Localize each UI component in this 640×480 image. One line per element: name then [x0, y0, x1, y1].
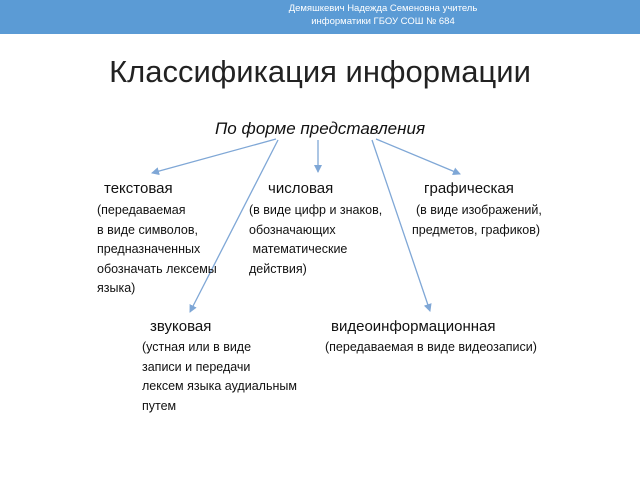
category-sound-name: звуковая	[150, 318, 212, 335]
category-video-name: видеоинформационная	[331, 318, 496, 335]
author-line-2: информатики ГБОУ СОШ № 684	[311, 16, 455, 27]
arrow-to-graphic	[376, 139, 460, 174]
category-video-desc: (передаваемая в виде видеозаписи)	[325, 340, 537, 354]
category-sound-desc: (устная или в виде записи и передачи лексем языка аудиальным путем	[142, 340, 297, 413]
author-line-1: Демяшкевич Надежда Семеновна учитель	[288, 3, 478, 14]
arrow-to-text	[152, 139, 276, 173]
category-text-name: текстовая	[104, 180, 173, 197]
slide-subtitle: По форме представления	[214, 119, 426, 138]
category-text-desc: (передаваемая в виде символов, предназначенных обозначать лексемы языка)	[97, 203, 217, 295]
category-numeric-desc: (в виде цифр и знаков, обозначающих математические действия)	[249, 203, 383, 276]
category-graphic-name: графическая	[424, 180, 514, 197]
category-numeric-name: числовая	[268, 180, 334, 197]
category-graphic-desc: (в виде изображений, предметов, графиков)	[412, 203, 542, 237]
slide-title: Классификация информации	[109, 54, 531, 89]
